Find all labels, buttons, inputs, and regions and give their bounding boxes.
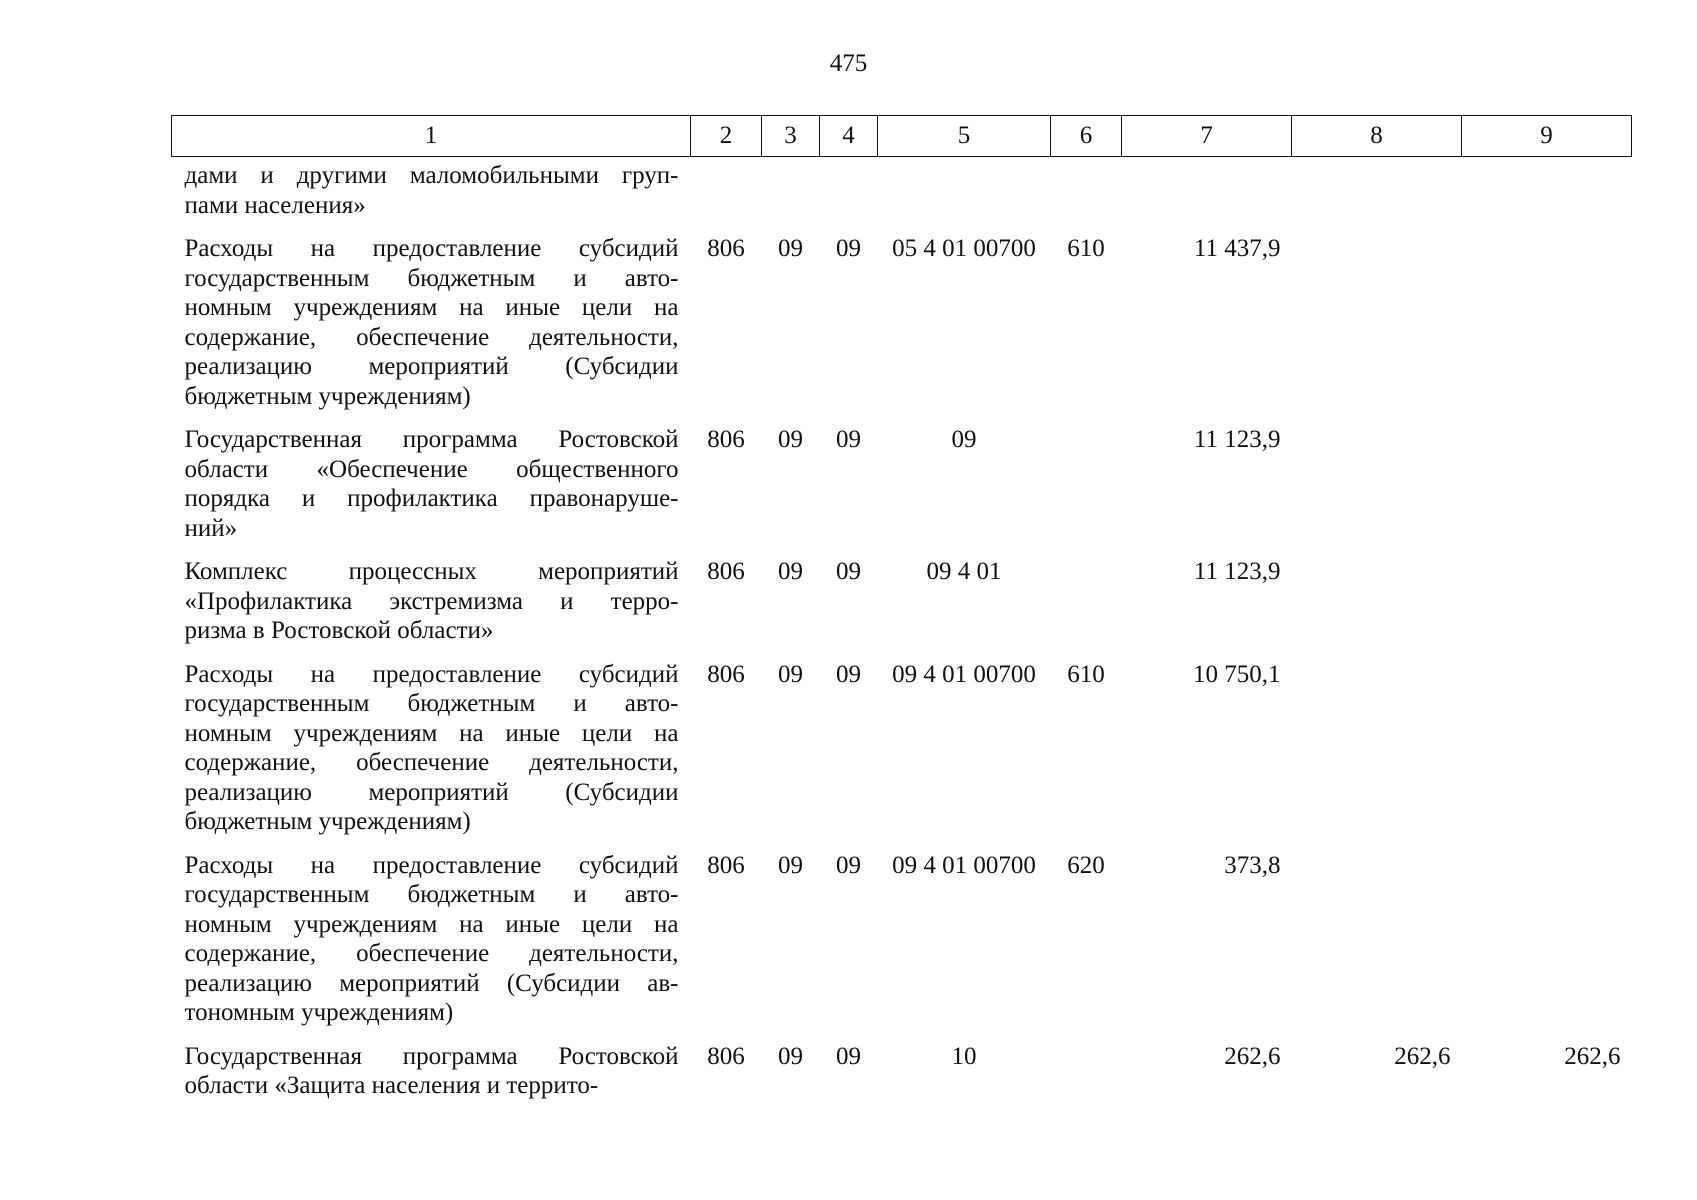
expense-type-code — [1051, 157, 1122, 235]
amount-year-2 — [1292, 660, 1462, 851]
description-line: реализацию мероприятий (Субсидии — [184, 353, 679, 380]
subsection-code: 09 — [836, 660, 861, 688]
table-row — [172, 557, 1632, 660]
amount-year-2 — [1292, 557, 1462, 660]
description-line: номным учреждениям на иные цели на — [184, 910, 679, 938]
description-line: содержание, обеспечение деятельности, — [184, 323, 679, 351]
amount-year-1: 11 437,9 — [1193, 235, 1281, 262]
item-description — [172, 157, 691, 235]
column-header-3: 3 — [762, 116, 820, 157]
amount-year-3 — [1462, 157, 1632, 235]
expense-type-code: 620 — [1067, 851, 1105, 879]
item-description — [172, 1042, 691, 1115]
expense-type-code — [1051, 425, 1122, 557]
department-code: 806 — [707, 558, 745, 585]
subsection-code — [820, 157, 878, 235]
target-article-code: 09 4 01 00700 — [892, 660, 1036, 688]
table-row — [172, 157, 1632, 235]
description-line: ризма в Ростовской области» — [184, 617, 494, 644]
item-description — [172, 557, 691, 660]
section-code: 09 — [778, 1042, 803, 1070]
description-line: бюджетным учреждениям) — [184, 382, 471, 410]
column-header-4: 4 — [820, 116, 878, 157]
description-line: реализацию мероприятий (Субсидии ав- — [184, 969, 679, 997]
amount-year-1: 11 123,9 — [1193, 426, 1281, 453]
subsection-code: 09 — [836, 1042, 861, 1070]
table-row — [172, 425, 1632, 557]
column-header-1: 1 — [172, 116, 691, 157]
description-line: государственным бюджетным и авто- — [184, 690, 679, 717]
description-line: содержание, обеспечение деятельности, — [184, 749, 679, 776]
expense-type-code: 610 — [1067, 235, 1105, 262]
section-code — [762, 157, 820, 235]
amount-year-2 — [1292, 851, 1462, 1042]
item-description — [172, 851, 691, 1042]
description-line: Государственная программа Ростовской — [184, 426, 679, 453]
target-article-code: 10 — [951, 1042, 977, 1070]
amount-year-3: 262,6 — [1564, 1042, 1621, 1070]
description-line: порядка и профилактика правонаруше- — [184, 485, 679, 512]
amount-year-3 — [1462, 557, 1632, 660]
page-number: 475 — [829, 50, 868, 77]
section-code: 09 — [778, 426, 803, 453]
description-line: государственным бюджетным и авто- — [184, 264, 679, 292]
amount-year-1: 373,8 — [1224, 851, 1281, 879]
column-header-9: 9 — [1462, 116, 1632, 157]
item-description — [172, 660, 691, 851]
section-code: 09 — [778, 851, 803, 879]
description-line: номным учреждениям на иные цели на — [184, 719, 679, 747]
description-line: Расходы на предоставление субсидий — [184, 235, 679, 262]
amount-year-2: 262,6 — [1394, 1042, 1451, 1070]
description-line: содержание, обеспечение деятельности, — [184, 940, 679, 967]
description-line: «Профилактика экстремизма и терро- — [184, 587, 679, 615]
table-row — [172, 234, 1632, 425]
description-line: реализацию мероприятий (Субсидии — [184, 778, 679, 806]
column-header-6: 6 — [1051, 116, 1122, 157]
amount-year-3 — [1462, 425, 1632, 557]
column-header-8: 8 — [1292, 116, 1462, 157]
department-code — [691, 157, 762, 235]
description-line: области «Защита населения и террито- — [184, 1072, 599, 1099]
table-row — [172, 1042, 1632, 1115]
section-code: 09 — [778, 660, 803, 688]
subsection-code: 09 — [836, 235, 861, 262]
expense-type-code: 610 — [1067, 660, 1105, 688]
table-row — [172, 851, 1632, 1042]
item-description — [172, 425, 691, 557]
table-header-row — [172, 116, 1632, 157]
expense-type-code — [1051, 557, 1122, 660]
section-code: 09 — [778, 558, 803, 585]
department-code: 806 — [707, 851, 745, 879]
description-line: Расходы на предоставление субсидий — [184, 851, 679, 879]
amount-year-2 — [1292, 234, 1462, 425]
description-line: области «Обеспечение общественного — [184, 455, 679, 483]
target-article-code: 05 4 01 00700 — [892, 235, 1036, 262]
target-article-code — [878, 157, 1051, 235]
description-line: дами и другими маломобильными груп- — [184, 162, 679, 189]
description-line: Комплекс процессных мероприятий — [184, 558, 679, 585]
amount-year-2 — [1292, 157, 1462, 235]
description-line: государственным бюджетным и авто- — [184, 881, 679, 908]
expense-type-code — [1051, 1042, 1122, 1115]
column-header-5: 5 — [878, 116, 1051, 157]
target-article-code: 09 — [951, 426, 977, 453]
amount-year-1: 11 123,9 — [1193, 558, 1281, 585]
amount-year-1 — [1122, 157, 1292, 235]
table-row — [172, 660, 1632, 851]
amount-year-2 — [1292, 425, 1462, 557]
amount-year-3 — [1462, 660, 1632, 851]
description-line: пами населения» — [184, 191, 366, 219]
target-article-code: 09 4 01 — [926, 558, 1002, 585]
amount-year-1: 10 750,1 — [1193, 660, 1281, 688]
subsection-code: 09 — [836, 558, 861, 585]
section-code: 09 — [778, 235, 803, 262]
amount-year-3 — [1462, 851, 1632, 1042]
description-line: Государственная программа Ростовской — [184, 1042, 679, 1070]
description-line: Расходы на предоставление субсидий — [184, 660, 679, 688]
subsection-code: 09 — [836, 426, 861, 453]
amount-year-3 — [1462, 234, 1632, 425]
description-line: ний» — [184, 514, 238, 542]
target-article-code: 09 4 01 00700 — [892, 851, 1036, 879]
column-header-7: 7 — [1122, 116, 1292, 157]
description-line: тономным учреждениям) — [184, 999, 454, 1026]
budget-table — [171, 115, 1632, 1115]
description-line: номным учреждениям на иные цели на — [184, 294, 679, 321]
amount-year-1: 262,6 — [1224, 1042, 1281, 1070]
description-line: бюджетным учреждениям) — [184, 808, 471, 835]
table-body — [172, 157, 1632, 1115]
column-header-2: 2 — [691, 116, 762, 157]
department-code: 806 — [707, 1042, 745, 1070]
department-code: 806 — [707, 426, 745, 453]
department-code: 806 — [707, 235, 745, 262]
item-description — [172, 234, 691, 425]
subsection-code: 09 — [836, 851, 861, 879]
department-code: 806 — [707, 660, 745, 688]
